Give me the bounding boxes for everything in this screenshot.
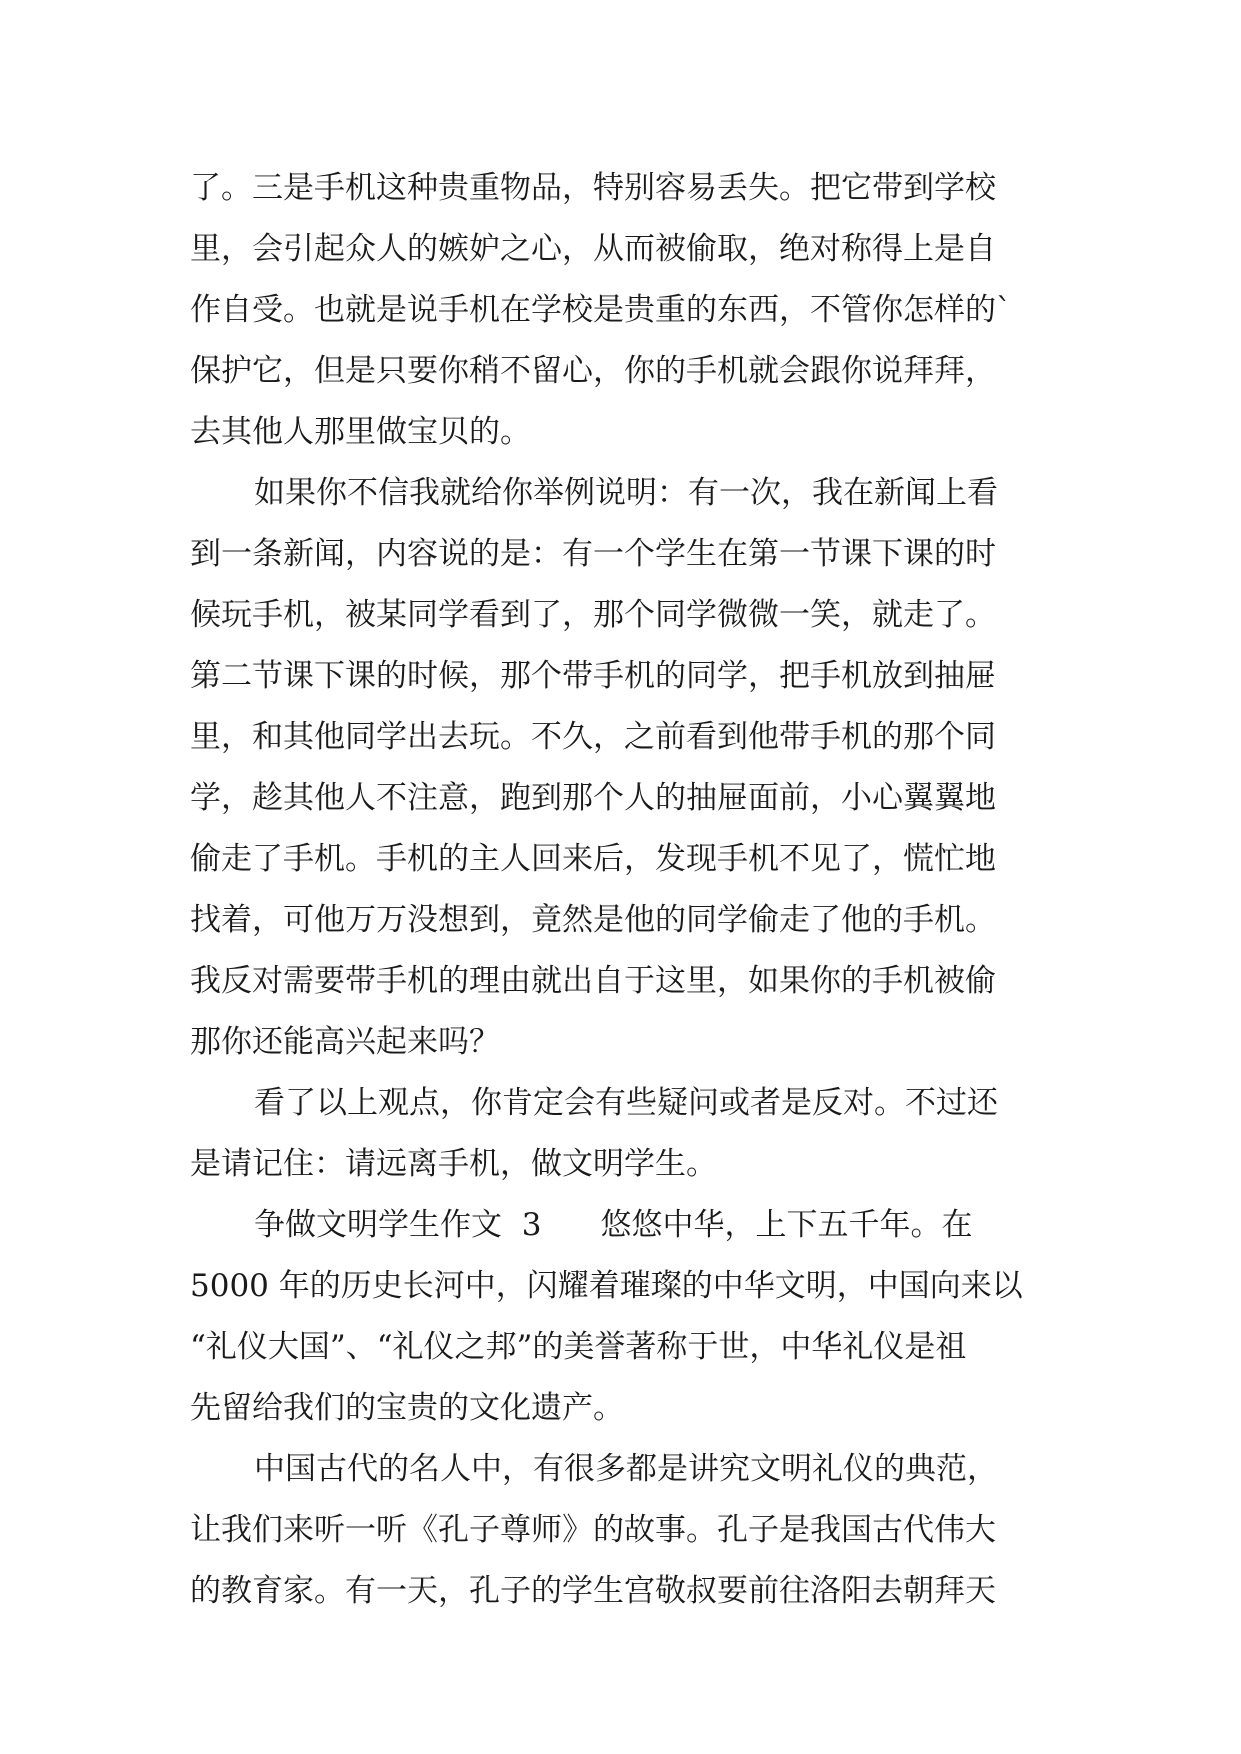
text-line: 了。三是手机这种贵重物品，特别容易丢失。把它带到学校	[190, 170, 996, 206]
body-text	[190, 158, 1070, 1622]
text-line: 让我们来听一听《孔子尊师》的故事。孔子是我国古代伟大	[190, 1512, 996, 1548]
text-line: 到一条新闻，内容说的是：有一个学生在第一节课下课的时	[190, 536, 996, 572]
text-line: 我反对需要带手机的理由就出自于这里，如果你的手机被偷	[190, 963, 996, 999]
text-line: 中国古代的名人中，有很多都是讲究文明礼仪的典范，	[254, 1451, 998, 1487]
text-line: 先留给我们的宝贵的文化遗产。	[190, 1390, 624, 1426]
text-line: 作自受。也就是说手机在学校是贵重的东西，不管你怎样的`	[190, 292, 1012, 328]
paragraph-line-indented	[190, 1073, 1070, 1134]
text-line: 是请记住：请远离手机，做文明学生。	[190, 1146, 717, 1182]
text-line: 偷走了手机。手机的主人回来后，发现手机不见了，慌忙地	[190, 841, 996, 877]
text-line: 找着，可他万万没想到，竟然是他的同学偷走了他的手机。	[190, 902, 996, 938]
text-line: 学，趁其他人不注意，跑到那个人的抽屉面前，小心翼翼地	[190, 780, 996, 816]
text-line: 的教育家。有一天，孔子的学生宫敬叔要前往洛阳去朝拜天	[190, 1573, 996, 1609]
text-line: 去其他人那里做宝贝的。	[190, 414, 531, 450]
text-line: “礼仪大国”、“礼仪之邦”的美誉著称于世，中华礼仪是祖	[190, 1329, 967, 1365]
text-line: 看了以上观点，你肯定会有些疑问或者是反对。不过还	[254, 1085, 998, 1121]
text-line: 争做文明学生作文 3 悠悠中华，上下五千年。在	[254, 1207, 973, 1243]
text-line: 如果你不信我就给你举例说明：有一次，我在新闻上看	[254, 475, 998, 511]
text-line: 第二节课下课的时候，那个带手机的同学，把手机放到抽屉	[190, 658, 996, 694]
paragraph-line-indented	[190, 463, 1070, 524]
text-line: 5000 年的历史长河中，闪耀着璀璨的中华文明，中国向来以	[190, 1268, 1023, 1304]
text-line: 里，和其他同学出去玩。不久，之前看到他带手机的那个同	[190, 719, 996, 755]
text-line: 那你还能高兴起来吗？	[190, 1024, 500, 1060]
text-line: 候玩手机，被某同学看到了，那个同学微微一笑，就走了。	[190, 597, 996, 633]
text-line: 保护它，但是只要你稍不留心，你的手机就会跟你说拜拜，	[190, 353, 996, 389]
paragraph-line-indented	[190, 1195, 1070, 1256]
text-line: 里，会引起众人的嫉妒之心，从而被偷取，绝对称得上是自	[190, 231, 996, 267]
paragraph-line-indented	[190, 1439, 1070, 1500]
